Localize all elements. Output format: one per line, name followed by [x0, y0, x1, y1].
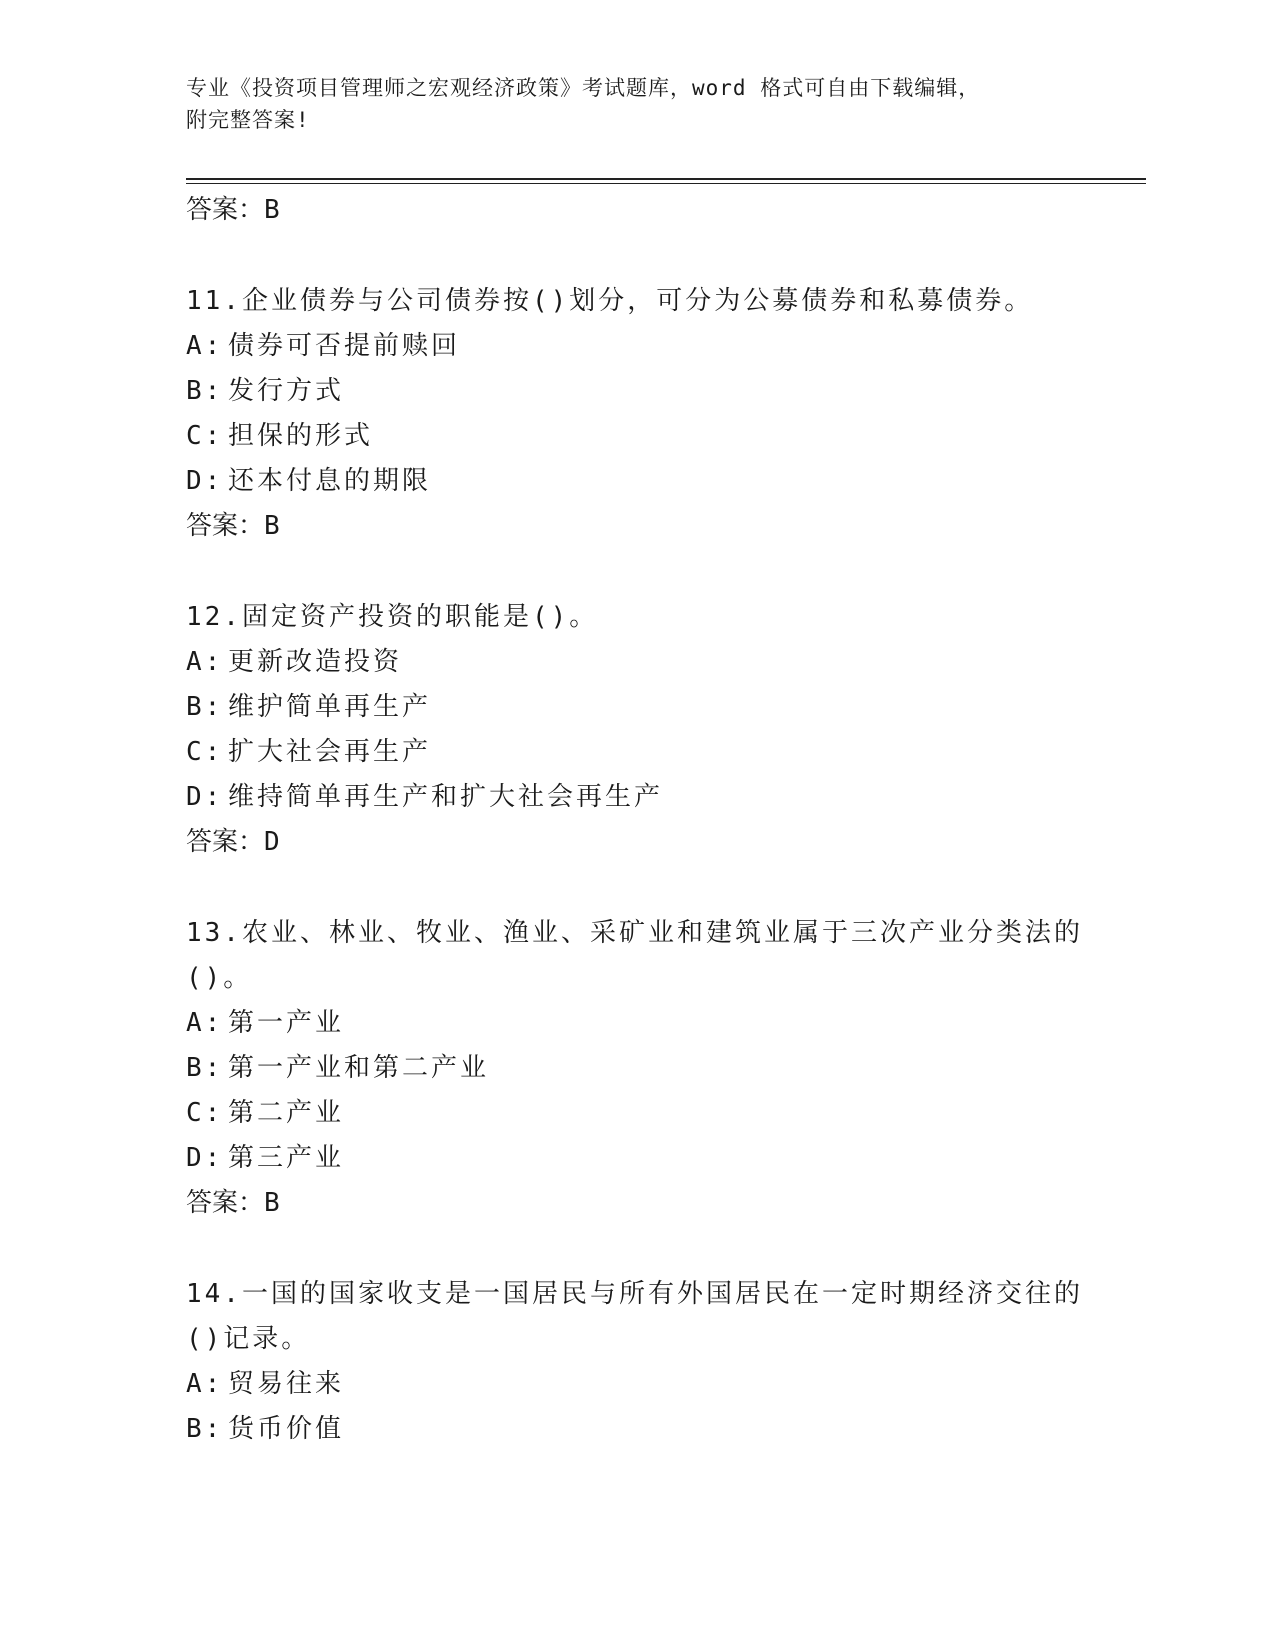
option-text: 第一产业 — [228, 1008, 345, 1038]
question-list — [186, 188, 1086, 1452]
option-key: D: — [186, 782, 224, 812]
option-text: 货币价值 — [228, 1414, 345, 1444]
option-a — [186, 640, 1086, 685]
header-divider — [186, 178, 1146, 180]
option-key: C: — [186, 421, 224, 451]
option-d — [186, 1136, 1086, 1181]
option-key: C: — [186, 1098, 224, 1128]
question-block — [186, 1272, 1086, 1452]
question-block — [186, 595, 1086, 865]
option-key: D: — [186, 466, 224, 496]
option-a — [186, 1362, 1086, 1407]
option-key: A: — [186, 331, 224, 361]
option-text: 第二产业 — [228, 1098, 345, 1128]
answer-line: 答案：B — [186, 1188, 280, 1218]
option-c — [186, 414, 1086, 459]
option-b — [186, 369, 1086, 414]
option-text: 发行方式 — [228, 376, 345, 406]
option-text: 更新改造投资 — [228, 647, 403, 677]
option-key: C: — [186, 737, 224, 767]
header-line-2: 附完整答案! — [186, 108, 310, 132]
question-text: 13.农业、林业、牧业、渔业、采矿业和建筑业属于三次产业分类法的()。 — [186, 918, 1083, 993]
option-text: 维持简单再生产和扩大社会再生产 — [228, 782, 664, 812]
question-block — [186, 279, 1086, 549]
option-a — [186, 324, 1086, 369]
question-block — [186, 911, 1086, 1226]
question-text: 11.企业债券与公司债券按()划分，可分为公募债券和私募债券。 — [186, 286, 1034, 316]
header-divider-thin — [186, 183, 1146, 184]
option-key: B: — [186, 1414, 224, 1444]
answer-line: 答案：B — [186, 511, 280, 541]
option-c — [186, 1091, 1086, 1136]
option-text: 维护简单再生产 — [228, 692, 432, 722]
option-key: B: — [186, 692, 224, 722]
question-text: 14.一国的国家收支是一国居民与所有外国居民在一定时期经济交往的()记录。 — [186, 1279, 1083, 1354]
option-text: 第三产业 — [228, 1143, 345, 1173]
option-key: A: — [186, 1369, 224, 1399]
option-key: D: — [186, 1143, 224, 1173]
option-text: 担保的形式 — [228, 421, 374, 451]
header-line-1: 专业《投资项目管理师之宏观经济政策》考试题库，word 格式可自由下载编辑， — [186, 76, 981, 100]
option-text: 贸易往来 — [228, 1369, 345, 1399]
option-b — [186, 1407, 1086, 1452]
option-a — [186, 1001, 1086, 1046]
option-key: B: — [186, 1053, 224, 1083]
option-b — [186, 1046, 1086, 1091]
option-d — [186, 459, 1086, 504]
option-text: 第一产业和第二产业 — [228, 1053, 490, 1083]
option-key: B: — [186, 376, 224, 406]
previous-answer: 答案：B — [186, 195, 280, 225]
option-key: A: — [186, 647, 224, 677]
option-c — [186, 730, 1086, 775]
document-header — [186, 72, 1066, 136]
answer-line: 答案：D — [186, 827, 280, 857]
option-text: 还本付息的期限 — [228, 466, 432, 496]
option-key: A: — [186, 1008, 224, 1038]
option-text: 扩大社会再生产 — [228, 737, 432, 767]
option-b — [186, 685, 1086, 730]
question-text: 12.固定资产投资的职能是()。 — [186, 602, 599, 632]
option-text: 债券可否提前赎回 — [228, 331, 461, 361]
option-d — [186, 775, 1086, 820]
